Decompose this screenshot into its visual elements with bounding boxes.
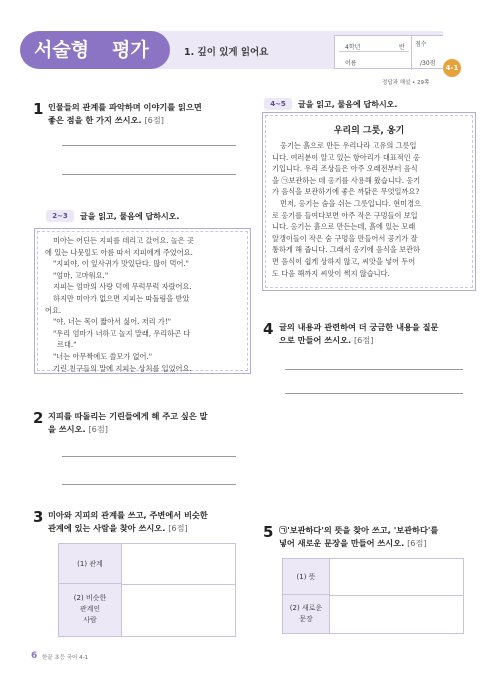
q1-number: 1 (33, 100, 44, 118)
score-box (334, 35, 443, 69)
q2-points: [6점] (88, 424, 108, 434)
q1-answer-line[interactable] (62, 145, 236, 146)
passage-line: 에 있는 나뭇잎도 아름 따서 지피에게 주었어요. (45, 247, 193, 257)
section-badge-label: 서술형 (34, 39, 90, 61)
q5-row2-label (283, 595, 329, 633)
passage-line: 로 옹기를 들여다보면 아주 작은 구멍들이 보입 (272, 210, 418, 220)
q5-points: [6점] (407, 538, 427, 548)
passage-line: 먼저, 옹기는 숨을 쉬는 그릇입니다. 현미경으 (280, 198, 421, 208)
q2-answer-line[interactable] (62, 456, 236, 457)
passage-line: "너는 아무짝에도 쓸모가 없어." (53, 351, 153, 361)
passage-line: 어요. (45, 305, 62, 315)
q4-answer-line[interactable] (285, 369, 463, 370)
q3-row2-label-line: 사람 (83, 616, 97, 624)
q3-text (48, 509, 258, 535)
passage-line: "지피야, 이 잎사귀가 맛있단다. 많이 먹어." (53, 259, 189, 269)
passage-line: 을 ㉠보관하는 데 옹기를 사용해 왔습니다. 옹기 (272, 175, 421, 185)
q3-row2-label-line: (2) 비슷한 (73, 594, 107, 602)
passage-line: 기입니다. 우리 조상들은 아주 오래전부터 음식 (272, 164, 418, 174)
passage-line: "엄마, 고마워요." (53, 270, 109, 280)
passage-text (45, 235, 194, 374)
q5-row2-answer-field[interactable] (331, 598, 461, 631)
q3-answer-table (58, 543, 236, 637)
group-45-tag: 4~5 (264, 98, 292, 110)
score-total: /30점 (420, 60, 436, 67)
book-title: 한끝 초등 국어 4-1 (42, 655, 89, 661)
q3-row1-answer-field[interactable] (123, 546, 233, 582)
q5-row2-label-line: (2) 새로운 (289, 604, 323, 612)
q3-row2-label (59, 584, 121, 636)
grade-label: 4학년 (345, 44, 361, 51)
score-label: 점수 (415, 41, 427, 48)
q5-answer-table (282, 558, 464, 634)
passage-line: "우리 엄마가 너하고 놀지 말래, 우리하곤 다 (53, 328, 191, 338)
q2-answer-line[interactable] (62, 484, 236, 485)
lesson-title: 1. 깊이 있게 읽어요 (184, 47, 269, 58)
group-23-instruction: 글을 읽고, 물음에 답하시오. (80, 212, 180, 221)
passage-line: 면 음식이 쉽게 상하지 않고, 씨앗을 넣어 두어 (272, 256, 416, 266)
q1-answer-line[interactable] (62, 174, 236, 175)
passage-line: 지피는 엄마의 사랑 덕에 무럭무럭 자랐어요. (53, 282, 192, 292)
q5-row1-answer-field[interactable] (331, 561, 461, 593)
passage-line: 도 다음 해까지 씨앗이 썩지 않습니다. (272, 268, 390, 278)
table-divider (329, 559, 330, 633)
q4-points: [6점] (353, 335, 374, 345)
q4-text-line2: 으로 만들어 쓰시오. (279, 335, 352, 345)
q5-text-line2: 넣어 새로운 문장을 만들어 쓰시오. (279, 538, 405, 548)
passage-line: 옹기는 흙으로 만든 우리나라 고유의 그릇입 (280, 141, 417, 150)
grade-badge-icon: 4-1 (443, 59, 461, 77)
passage-box-onggi (262, 112, 476, 291)
q1-points: [6점] (144, 115, 164, 125)
q5-text-line1: ㉠'보관하다'의 뜻을 찾아 쓰고, '보관하다'를 (279, 525, 439, 535)
passage-title: 우리의 그릇, 옹기 (333, 126, 405, 136)
passage-line: 알갱이들이 작은 숨 구멍을 만들어서 공기가 잘 (272, 233, 418, 243)
q4-number: 4 (263, 320, 274, 338)
q4-text-line1: 글의 내용과 관련하여 더 궁금한 내용을 질문 (279, 322, 439, 332)
group-45-instruction: 글을 읽고, 물음에 답하시오. (298, 100, 398, 109)
passage-line: "야, 너는 목이 짧아서 싫어. 저리 가!" (53, 317, 172, 327)
class-label: 반 (399, 44, 405, 51)
score-divider (411, 36, 412, 70)
passage-line: 르대." (57, 340, 77, 350)
q3-row2-label-line: 관계인 (79, 605, 101, 613)
q4-text (279, 321, 479, 347)
q3-row2-answer-field[interactable] (123, 587, 233, 633)
passage-line: 기린 친구들의 말에 지피는 상처를 입었어요. (53, 363, 192, 373)
q3-number: 3 (33, 508, 44, 526)
q5-number: 5 (263, 523, 274, 541)
q1-text (48, 101, 258, 127)
passage-line: 하지만 미아가 없으면 지피는 따돌림을 받았 (53, 293, 190, 303)
answer-reference: 정답과 해설 • 29쪽 (382, 80, 430, 86)
q1-text-line2: 좋은 점을 한 가지 쓰시오. (48, 115, 142, 125)
section-badge-label-bold: 평가 (112, 39, 149, 61)
q3-text-line2: 관계에 있는 사람을 찾아 쓰시오. (48, 523, 166, 533)
q5-row1-label: (1) 뜻 (283, 559, 329, 595)
passage-line: 가 음식을 보관하기에 좋은 까닭은 무엇일까요? (272, 187, 420, 197)
q4-answer-line[interactable] (285, 393, 463, 394)
table-divider (121, 544, 122, 636)
name-label: 이름 (345, 60, 357, 67)
q3-points: [6점] (168, 523, 188, 533)
q3-row1-label: (1) 관계 (59, 544, 121, 584)
q2-text-line2: 을 쓰시오. (48, 424, 86, 434)
page-number: 6 (31, 651, 38, 661)
grade-class-line (339, 39, 409, 52)
passage-line: 미아는 어딘든 지피를 데리고 갔어요. 놀은 곳 (53, 236, 194, 245)
q5-text (279, 524, 484, 550)
q2-number: 2 (33, 409, 44, 427)
q5-row2-label-line: 문장 (299, 615, 313, 623)
section-badge (20, 31, 170, 69)
group-23-tag: 2~3 (46, 210, 74, 222)
passage-box-giraffe (34, 228, 251, 374)
q3-text-line1: 미아와 지피의 관계를 쓰고, 주변에서 비슷한 (48, 510, 208, 520)
passage-line: 통하게 해 줍니다. 그래서 옹기에 음식을 보관하 (272, 245, 420, 255)
q1-text-line1: 인물들의 관계를 파악하며 이야기를 읽으면 (48, 102, 202, 112)
table-divider (122, 584, 235, 585)
passage-line: 니다. 여러분이 알고 있는 항아리가 대표적인 옹 (272, 152, 420, 162)
passage-line: 니다. 옹기는 흙으로 만든는데, 흙에 있는 모래 (272, 222, 416, 232)
q2-text (48, 410, 258, 436)
table-divider (330, 595, 463, 596)
passage-text (272, 140, 421, 279)
q2-text-line1: 지피를 따돌리는 기린들에게 해 주고 싶은 말 (48, 411, 208, 421)
